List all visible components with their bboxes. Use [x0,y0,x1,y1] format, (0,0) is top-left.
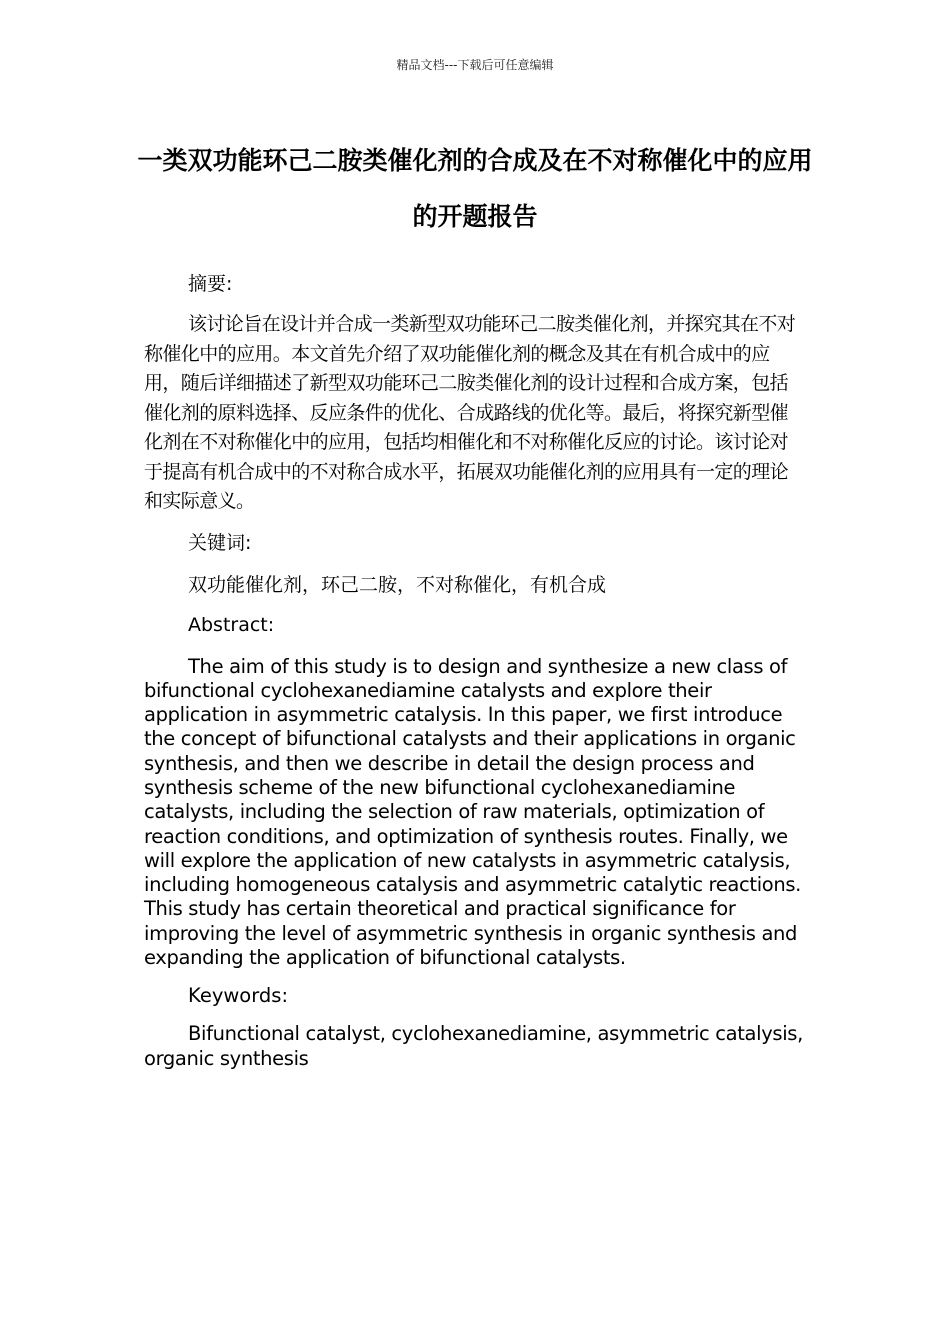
abstract-en-paragraph: The aim of this study is to design and synthesize a new class of bifunctional cyclohexanediamine catalysts and explore their application in asymmetric catalysis. In this paper, we first introduce the concept of bifunctional catalysts and their applications in organic synthesis, and then we describe in detail the design process and synthesis scheme of the new bifunctional cyclohexanediamine catalysts, including the selection of raw materials, optimization of reaction conditions, and optimization of synthesis routes. Finally, we will explore the application of new catalysts in asymmetric catalysis, including homogeneous catalysis and asymmetric catalytic reactions. This study has certain theoretical and practical significance for improving the level of asymmetric synthesis in organic synthesis and expanding the application of bifunctional catalysts. [144,654,802,970]
abstract-cn-paragraph: 该讨论旨在设计并合成一类新型双功能环己二胺类催化剂，并探究其在不对称催化中的应用。本文首先介绍了双功能催化剂的概念及其在有机合成中的应用，随后详细描述了新型双功能环己二胺类催化剂的设计过程和合成方案，包括催化剂的原料选择、反应条件的优化、合成路线的优化等。最后，将探究新型催化剂在不对称催化中的应用，包括均相催化和不对称催化反应的讨论。该讨论对于提高有机合成中的不对称合成水平，拓展双功能催化剂的应用具有一定的理论和实际意义。 [144,313,796,512]
document-body [144,268,806,1071]
keywords-en-text: Bifunctional catalyst, cyclohexanediamine, asymmetric catalysis, organic synthesis [144,1022,803,1070]
keywords-cn-label: 关键词: [188,531,252,554]
document-title: 一类双功能环己二胺类催化剂的合成及在不对称催化中的应用的开题报告 [137,146,813,231]
keywords-en-label: Keywords: [188,984,289,1008]
header-note: 精品文档---下载后可任意编辑 [396,58,554,72]
abstract-en-label: Abstract: [188,613,275,636]
keywords-cn-text: 双功能催化剂，环己二胺，不对称催化，有机合成 [188,573,607,596]
abstract-cn-label: 摘要: [188,273,233,295]
